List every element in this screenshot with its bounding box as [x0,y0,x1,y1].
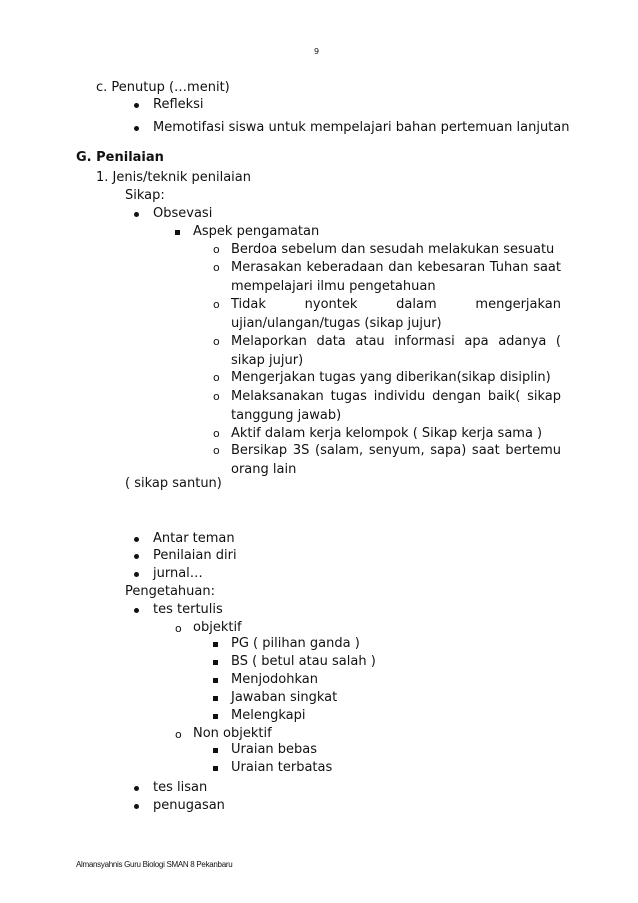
circle-bullet-icon: o [213,243,220,256]
square-bullet-icon [213,660,218,665]
circle-bullet-icon: o [175,622,182,635]
square-bullet-icon [213,696,218,701]
bullet-icon [134,212,139,217]
penutup-item: Refleksi [153,97,204,112]
square-bullet-icon [175,230,180,235]
aspek-item: Melaksanakan tugas individu dengan baik( sikap tanggung jawab) [231,389,561,423]
non-objektif-item: Uraian bebas [231,742,318,757]
bullet-icon [134,537,139,542]
non-objektif-label: Non objektif [193,726,272,741]
square-bullet-icon [213,766,218,771]
aspek-item: Aktif dalam kerja kelompok ( Sikap kerja sama ) [231,426,543,441]
aspek-label: Aspek pengamatan [193,224,320,239]
circle-bullet-icon: o [213,298,220,311]
square-bullet-icon [213,678,218,683]
non-objektif-item: Uraian terbatas [231,760,333,775]
objektif-item: Jawaban singkat [231,690,338,705]
sikap-bullet-item: jurnal… [153,566,203,581]
obsevasi-label: Obsevasi [153,206,213,221]
sikap-santun-label: ( sikap santun) [125,476,222,491]
aspek-item: Mengerjakan tugas yang diberikan(sikap disiplin) [231,370,551,385]
square-bullet-icon [213,642,218,647]
sikap-bullet-item: Penilaian diri [153,548,237,563]
square-bullet-icon [213,714,218,719]
penutup-item: Memotifasi siswa untuk mempelajari bahan pertemuan lanjutan [153,120,570,135]
other-bullet-item: penugasan [153,798,225,813]
page-footer: Almansyahnis Guru Biologi SMAN 8 Pekanbaru [76,860,233,869]
circle-bullet-icon: o [213,427,220,440]
aspek-item: Berdoa sebelum dan sesudah melakukan sesuatu [231,242,555,257]
sikap-label: Sikap: [125,188,165,203]
bullet-icon [134,804,139,809]
objektif-item: Menjodohkan [231,672,318,687]
bullet-icon [134,572,139,577]
bullet-icon [134,554,139,559]
objektif-item: BS ( betul atau salah ) [231,654,376,669]
objektif-item: PG ( pilihan ganda ) [231,636,360,651]
circle-bullet-icon: o [175,728,182,741]
bullet-icon [134,103,139,108]
objektif-label: objektif [193,620,242,635]
objektif-item: Melengkapi [231,708,306,723]
aspek-item: Melaporkan data atau informasi apa adanya ( sikap jujur) [231,334,561,368]
circle-bullet-icon: o [213,371,220,384]
tes-tertulis-label: tes tertulis [153,602,223,617]
aspek-item: Merasakan keberadaan dan kebesaran Tuhan saat mempelajari ilmu pengetahuan [231,260,561,294]
circle-bullet-icon: o [213,390,220,403]
circle-bullet-icon: o [213,261,220,274]
pengetahuan-label: Pengetahuan: [125,584,215,599]
aspek-item: Bersikap 3S (salam, senyum, sapa) saat bertemu orang lain [231,443,561,477]
circle-bullet-icon: o [213,335,220,348]
circle-bullet-icon: o [213,444,220,457]
bullet-icon [134,786,139,791]
other-bullet-item: tes lisan [153,780,208,795]
subsection-label: 1. Jenis/teknik penilaian [96,170,252,185]
bullet-icon [134,608,139,613]
aspek-item: Tidak nyontek dalam mengerjakan ujian/ulangan/tugas (sikap jujur) [231,297,561,331]
page-number: 9 [314,47,320,56]
sikap-bullet-item: Antar teman [153,531,235,546]
penutup-label: c. Penutup (…menit) [96,80,230,95]
square-bullet-icon [213,748,218,753]
section-heading: G. Penilaian [76,150,164,165]
bullet-icon [134,126,139,131]
